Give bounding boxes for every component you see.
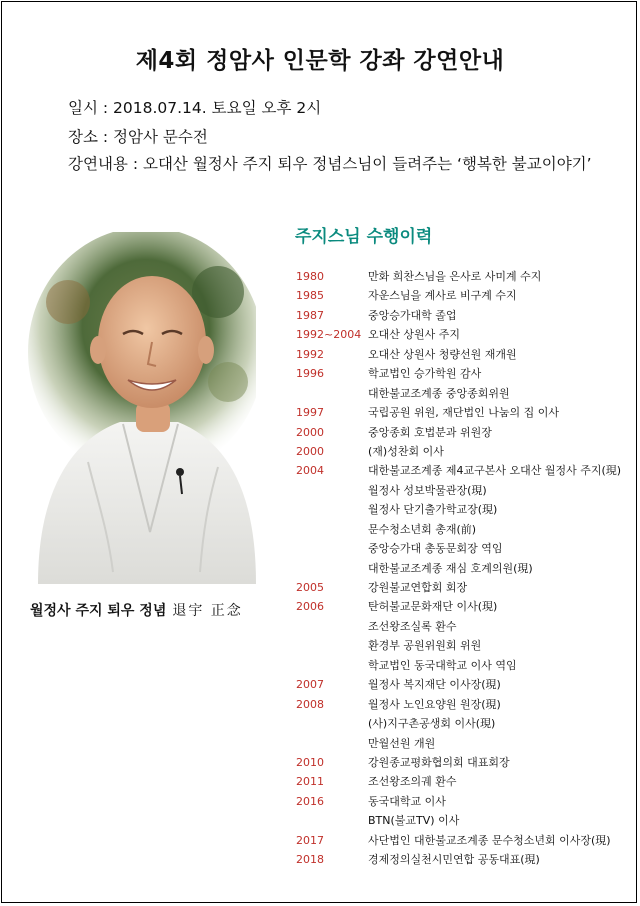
history-description: 사단법인 대한불교조계종 문수청소년회 이사장(現) (368, 833, 611, 847)
history-row (296, 811, 626, 830)
history-description: 조선왕조의궤 환수 (368, 775, 457, 789)
history-description: 만월선원 개원 (368, 736, 436, 750)
history-row (296, 325, 626, 344)
history-row (296, 850, 626, 869)
history-description: (사)지구촌공생회 이사(現) (368, 717, 496, 731)
history-description: 대한불교조계종 재심 호계의원(現) (368, 561, 533, 575)
history-row (296, 734, 626, 753)
history-year: 1997 (296, 406, 324, 420)
history-row (296, 753, 626, 772)
history-description: 국립공원 위원, 재단법인 나눔의 집 이사 (368, 406, 559, 420)
history-year: 1980 (296, 270, 324, 283)
info-date: 일시 : 2018.07.14. 토요일 오후 2시 (68, 99, 322, 117)
history-year: 2006 (296, 600, 324, 614)
history-description: 대한불교조계종 제4교구본사 오대산 월정사 주지(現) (368, 464, 622, 478)
history-row (296, 656, 626, 675)
history-year: 2016 (296, 794, 324, 808)
history-year: 2011 (296, 775, 324, 789)
history-row (296, 461, 626, 480)
history-year: 1985 (296, 289, 324, 303)
history-row (296, 267, 626, 286)
history-year: 1987 (296, 308, 324, 322)
history-row (296, 384, 626, 403)
history-row (296, 831, 626, 850)
history-year: 2005 (296, 581, 324, 594)
history-row (296, 423, 626, 442)
history-row (296, 792, 626, 811)
history-year: 1992 (296, 347, 324, 361)
history-row (296, 597, 626, 616)
monk-portrait-photo (28, 232, 256, 584)
history-description: 조선왕조실록 환수 (368, 619, 457, 633)
info-content: 강연내용 : 오대산 월정사 주지 퇴우 정념스님이 들려주는 ‘행복한 불교이야기’ (68, 155, 592, 173)
history-year: 2000 (296, 425, 324, 439)
history-description: (재)성찬회 이사 (368, 444, 444, 458)
history-row (296, 442, 626, 461)
history-row (296, 520, 626, 539)
history-description: 월정사 성보박물관장(現) (368, 483, 487, 497)
history-description: 동국대학교 이사 (368, 794, 446, 808)
history-row (296, 675, 626, 694)
history-description: 문수청소년회 총재(前) (368, 522, 477, 536)
history-year: 2004 (296, 464, 324, 478)
history-description: 자운스님을 계사로 비구계 수지 (368, 289, 517, 303)
history-row (296, 403, 626, 422)
history-row (296, 500, 626, 519)
history-row (296, 364, 626, 383)
history-description: 환경부 공원위원회 위원 (368, 639, 482, 653)
history-row (296, 772, 626, 791)
history-description: 오대산 상원사 주지 (368, 328, 461, 342)
history-row (296, 306, 626, 325)
history-description: 학교법인 승가학원 감사 (368, 367, 482, 381)
history-description: 강원불교연합회 회장 (368, 581, 468, 594)
history-description: 월정사 복지재단 이사장(現) (368, 678, 501, 692)
history-row (296, 345, 626, 364)
history-year: 2010 (296, 755, 324, 769)
history-row (296, 286, 626, 305)
history-description: 오대산 상원사 청량선원 재개원 (368, 347, 517, 361)
history-row (296, 481, 626, 500)
history-row (296, 714, 626, 733)
history-description: 대한불교조계종 중앙종회위원 (368, 386, 510, 400)
history-description: 탄허불교문화재단 이사(現) (368, 600, 498, 614)
history-row (296, 539, 626, 558)
history-section-title: 주지스님 수행이력 (295, 227, 433, 247)
caption-name: 월정사 주지 퇴우 정념 (30, 603, 167, 619)
history-list (296, 267, 626, 870)
page-title: 제4회 정암사 인문학 강좌 강연안내 (135, 48, 505, 74)
history-description: 만화 희찬스님을 은사로 사미계 수지 (368, 270, 542, 283)
caption-hanja: 退宇 正念 (172, 603, 243, 619)
history-year: 1996 (296, 367, 324, 381)
history-description: 경제정의실천시민연합 공동대표(現) (368, 853, 540, 867)
history-description: 중앙승가대학 졸업 (368, 308, 457, 322)
history-description: 학교법인 동국대학교 이사 역임 (368, 658, 517, 672)
history-row (296, 636, 626, 655)
history-row (296, 695, 626, 714)
history-description: 강원종교평화협의회 대표회장 (368, 755, 510, 769)
history-description: 중앙종회 호법분과 위원장 (368, 425, 492, 439)
history-row (296, 559, 626, 578)
history-row (296, 578, 626, 597)
history-year: 2000 (296, 444, 324, 458)
history-year: 2007 (296, 678, 324, 692)
history-year: 2008 (296, 697, 324, 711)
history-year: 2018 (296, 853, 324, 867)
history-description: BTN(불교TV) 이사 (368, 814, 460, 828)
history-description: 월정사 노인요양원 원장(現) (368, 697, 501, 711)
info-place: 장소 : 정암사 문수전 (68, 128, 208, 146)
history-description: 중앙승가대 총동문회장 역임 (368, 542, 503, 556)
history-row (296, 617, 626, 636)
history-year: 2017 (296, 833, 324, 847)
history-description: 월정사 단기출가학교장(現) (368, 503, 498, 517)
history-year: 1992~2004 (296, 328, 362, 342)
photo-caption (30, 600, 243, 620)
